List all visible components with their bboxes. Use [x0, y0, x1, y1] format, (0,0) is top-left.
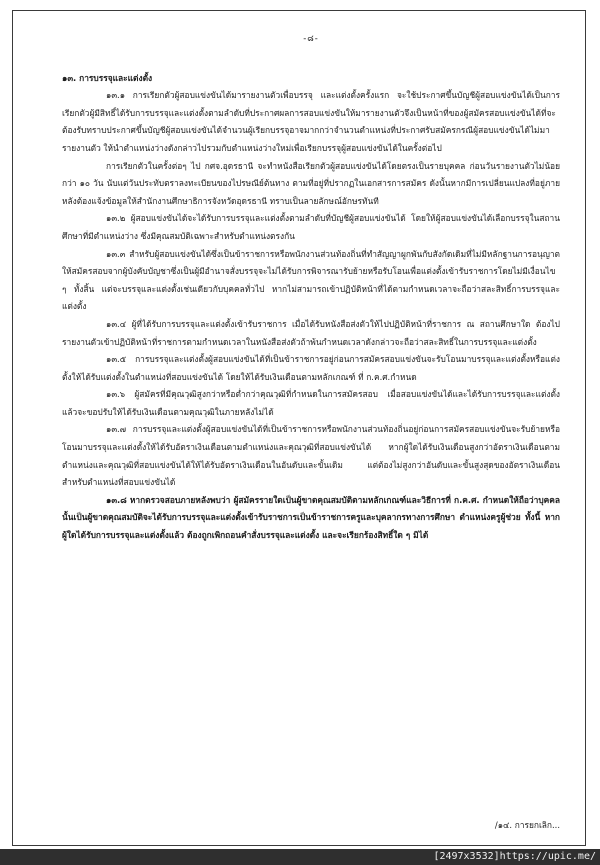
continuation-note: /๑๔. การยกเลิก... [494, 820, 560, 830]
section-title: ๑๓. การบรรจุและแต่งตั้ง [62, 72, 153, 83]
footer-link[interactable]: [2497x3532]https://upic.me/ [433, 851, 596, 862]
paragraph-13-3: ๑๓.๓ สำหรับผู้สอบแข่งขันได้ซึ่งเป็นข้าราชการหรือพนักงานส่วนท้องถิ่นที่ทำสัญญาผูกพันกับสังกัดเดิมที่ไม่มีหลักฐานการอนุญาตให้สมัครสอบจากผู้บังคับบัญชาซึ่งเป็นผู้มีอำนาจสั่งบรรจุจะไม่ได้รับการพิจารณารับย้ายหรือรับโอนเพื่อแต่งตั้งเข้ารับราชการโดยไม่มีเงื่อนไข ๆ ทั้งสิ้น แต่จะบรรจุและแต่งตั้งเช่นเดียวกับบุคคลทั่วไป หากไม่สามารถเข้าปฏิบัติหน้าที่ได้ตามกำหนดเวลาจะถือว่าสละสิทธิ์การบรรจุและแต่งตั้ง [62, 248, 560, 312]
paragraph-13-2: ๑๓.๒ ผู้สอบแข่งขันได้จะได้รับการบรรจุและแต่งตั้งตามลำดับที่บัญชีผู้สอบแข่งขันได้ โดยให้ผู้สอบแข่งขันได้เลือกบรรจุในสถานศึกษาที่มีตำแหน่งว่าง ซึ่งมีคุณสมบัติเฉพาะสำหรับตำแหน่งตรงกัน [62, 213, 560, 241]
document-body [62, 30, 560, 545]
paragraph-13-8: ๑๓.๘ หากตรวจสอบภายหลังพบว่า ผู้สมัครรายใดเป็นผู้ขาดคุณสมบัติตามหลักเกณฑ์และวิธีการที่ ก.ค.ศ. กำหนดให้ถือว่าบุคคลนั้นเป็นผู้ขาดคุณสมบัติจะได้รับการบรรจุและแต่งตั้งเข้ารับราชการเป็นข้าราชการครูและบุคลากรทางการศึกษา ตำแหน่งครูผู้ช่วย ทั้งนี้ หากผู้ใดได้รับการบรรจุและแต่งตั้งแล้ว ต้องถูกเพิกถอนคำสั่งบรรจุและแต่งตั้ง และจะเรียกร้องสิทธิ์ใด ๆ มิได้ [62, 494, 560, 541]
paragraph-13-1-cont: การเรียกตัวในครั้งต่อๆ ไป กศจ.อุดรธานี จะทำหนังสือเรียกตัวผู้สอบแข่งขันได้โดยตรงเป็นรายบุคคล ก่อนวันรายงานตัวไม่น้อยกว่า ๑๐ วัน นับแต่วันประทับตราลงทะเบียนของไปรษณีย์ต้นทาง ตามที่อยู่ที่ปรากฏในเอกสารการสมัคร ดังนั้นหากมีการเปลี่ยนแปลงที่อยู่ภายหลังต้องแจ้งข้อมูลให้สำนักงานศึกษาธิการจังหวัดอุดรธานี ทราบเป็นลายลักษณ์อักษรทันที [62, 160, 560, 206]
paragraph-13-4: ๑๓.๔ ผู้ที่ได้รับการบรรจุและแต่งตั้งเข้ารับราชการ เมื่อได้รับหนังสือส่งตัวให้ไปปฏิบัติหน้าที่ราชการ ณ สถานศึกษาใด ต้องไปรายงานตัวเข้าปฏิบัติหน้าที่ราชการตามกำหนดเวลาในหนังสือส่งตัวถ้าพ้นกำหนดเวลาดังกล่าวจะถือว่าสละสิทธิ์ในการบรรจุและแต่งตั้ง [62, 318, 560, 347]
paragraph-13-7: ๑๓.๗ การบรรจุและแต่งตั้งผู้สอบแข่งขันได้ที่เป็นข้าราชการหรือพนักงานส่วนท้องถิ่นอยู่ก่อนการสมัครสอบแข่งขันจะรับย้ายหรือโอนมาบรรจุและแต่งตั้งให้ได้รับอัตราเงินเดือนตามตำแหน่งและคุณวุฒิที่สอบแข่งขันได้ หากผู้ใดได้รับเงินเดือนสูงกว่าอัตราเงินเดือนตามตำแหน่งและคุณวุฒิที่สอบแข่งขันได้ให้ได้รับอัตราเงินเดือนในอันดับและขั้นเดิม แต่ต้องไม่สูงกว่าอันดับและขั้นสูงสุดของอัตราเงินเดือนสำหรับตำแหน่งที่สอบแข่งขันได้ [62, 424, 560, 488]
paragraph-13-6: ๑๓.๖ ผู้สมัครที่มีคุณวุฒิสูงกว่าหรือต่ำกว่าคุณวุฒิที่กำหนดในการสมัครสอบ เมื่อสอบแข่งขันได้และได้รับการบรรจุและแต่งตั้งแล้วจะขอปรับให้ได้รับเงินเดือนตามคุณวุฒิในภายหลังไม่ได้ [62, 389, 560, 417]
paragraph-13-5: ๑๓.๕ การบรรจุและแต่งตั้งผู้สอบแข่งขันได้ที่เป็นข้าราชการอยู่ก่อนการสมัครสอบแข่งขันจะรับโอนมาบรรจุและแต่งตั้งหรือแต่งตั้งให้ได้รับแต่งตั้งในตำแหน่งที่สอบแข่งขันได้ โดยให้ได้รับเงินเดือนตามหลักเกณฑ์ ที่ ก.ค.ศ.กำหนด [62, 354, 560, 382]
page-number: -๘- [303, 33, 319, 43]
image-source-footer [0, 849, 600, 865]
paragraph-13-1: ๑๓.๑ การเรียกตัวผู้สอบแข่งขันได้มารายงานตัวเพื่อบรรจุ และแต่งตั้งครั้งแรก จะใช้ประกาศขึ้นบัญชีผู้สอบแข่งขันได้เป็นการเรียกตัวผู้มีสิทธิ์ได้รับการบรรจุและแต่งตั้งตามลำดับที่ประกาศผลการสอบแข่งขันให้มารายงานตัวจึงเป็นหน้าที่ของผู้สมัครสอบแข่งขันได้ที่จะต้องรับทราบประกาศขึ้นบัญชีผู้สอบแข่งขันได้จำนวนผู้เรียกบรรจุอาจมากกว่าจำนวนตำแหน่งที่ประกาศรับสมัครกรณีผู้สอบแข่งขันได้ไม่มารายงานตัว ให้นำตำแหน่งว่างดังกล่าวไปรวมกับตำแหน่งว่างใหม่เพื่อเรียกบรรจุผู้สอบแข่งขันได้ในครั้งต่อไป [62, 90, 560, 153]
